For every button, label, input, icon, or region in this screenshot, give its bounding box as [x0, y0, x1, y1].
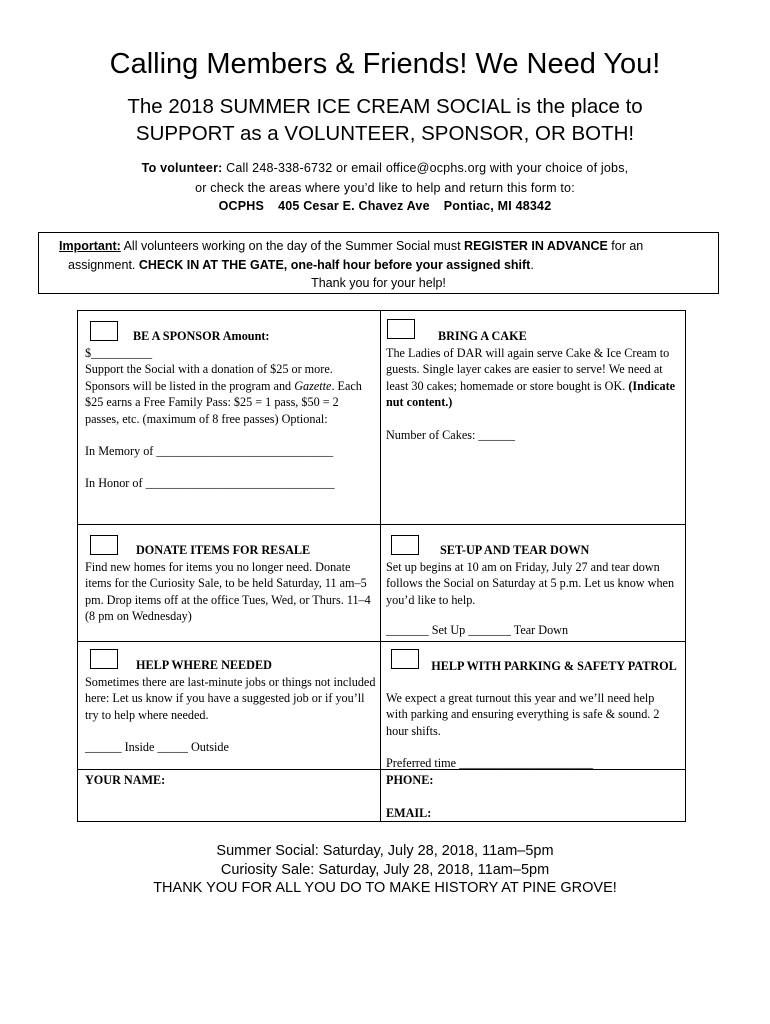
your-name-field[interactable]: YOUR NAME:	[85, 773, 166, 787]
important-line-1	[59, 239, 643, 253]
donate-cell	[85, 559, 375, 625]
help-checkbox[interactable]	[90, 649, 118, 669]
return-form-instructions: or check the areas where you’d like to help and return this form to:	[195, 181, 575, 195]
sponsor-checkbox[interactable]	[90, 321, 118, 341]
email-field[interactable]: EMAIL:	[386, 806, 432, 820]
parking-description: We expect a great turnout this year and we’ll need help with parking and ensuring everything is safe & sound. 2 hour shifts.	[386, 691, 660, 738]
cake-checkbox[interactable]	[387, 319, 415, 339]
parking-cell	[386, 690, 678, 772]
sponsor-cell	[85, 345, 373, 492]
setup-heading: SET-UP AND TEAR DOWN	[440, 543, 590, 557]
cake-description: The Ladies of DAR will again serve Cake & Ice Cream to guests. Single layer cakes are easier to serve! We need at least 30 cakes; homemade or store bought is OK. (Indicate nut content.)	[386, 346, 676, 410]
sponsor-description: Support the Social with a donation of $25 or more. Sponsors will be listed in the program and Gazette. Each $25 earns a Free Family Pass: $25 = 1 pass, $50 = 2 passes, etc. (maximum of 8 free passes) Optional:	[85, 362, 362, 426]
important-notice-box	[38, 232, 719, 294]
page-title: Calling Members & Friends! We Need You!	[109, 48, 661, 80]
donate-description: Find new homes for items you no longer need. Donate items for the Curiosity Sale, to be held Saturday, 11 am–5 pm. Drop items off at the office Tues, Wed, or Thurs. 11–4 (8 pm on Wednesday)	[85, 560, 371, 624]
cake-cell	[386, 345, 678, 443]
phone-field[interactable]: PHONE:	[386, 773, 434, 787]
help-heading: HELP WHERE NEEDED	[136, 658, 272, 672]
preferred-time-field[interactable]: Preferred time ______________________	[386, 756, 594, 771]
setup-teardown-options[interactable]: _______ Set Up _______ Tear Down	[386, 623, 569, 638]
sponsor-heading: BE A SPONSOR Amount:	[133, 329, 270, 343]
mailing-address	[0, 199, 770, 213]
important-text-2: for an	[607, 239, 644, 253]
sponsor-amount-field[interactable]: $__________	[85, 346, 153, 360]
volunteer-label: To volunteer:	[141, 161, 223, 175]
gazette-title: Gazette	[294, 378, 332, 393]
cake-count-field[interactable]: Number of Cakes: ______	[386, 427, 515, 442]
cake-heading: BRING A CAKE	[438, 329, 527, 343]
city-state-zip: Pontiac, MI 48342	[443, 199, 552, 213]
donate-checkbox[interactable]	[90, 535, 118, 555]
inside-outside-options[interactable]: ______ Inside _____ Outside	[85, 740, 229, 755]
important-text-3: assignment.	[68, 258, 139, 272]
donate-heading: DONATE ITEMS FOR RESALE	[136, 543, 311, 557]
volunteer-text: Call 248-338-6732 or email office@ocphs.org with your choice of jobs,	[222, 161, 629, 175]
row-divider-1	[78, 524, 685, 525]
important-label: Important:	[59, 239, 121, 253]
setup-description: Set up begins at 10 am on Friday, July 27 and tear down follows the Social on Saturday at 5 p.m. Let us know when you’d like to help.	[386, 560, 675, 607]
curiosity-sale-date: Curiosity Sale: Saturday, July 28, 2018, 11am–5pm	[220, 861, 550, 878]
thank-you-text: Thank you for your help!	[311, 276, 446, 290]
register-advance-text: REGISTER IN ADVANCE	[464, 239, 608, 253]
in-honor-field[interactable]: In Honor of _______________________________	[85, 476, 335, 491]
volunteer-form-table	[77, 310, 686, 822]
help-description: Sometimes there are last-minute jobs or things not included here: Let us know if you have a suggested job or if you’ll try to help where needed.	[85, 675, 376, 722]
summer-social-date: Summer Social: Saturday, July 28, 2018, 11am–5pm	[216, 843, 554, 859]
important-text-1: All volunteers working on the day of the Summer Social must	[120, 239, 465, 253]
subtitle-line-1: The 2018 SUMMER ICE CREAM SOCIAL is the place to	[127, 95, 643, 118]
parking-heading: HELP WITH PARKING & SAFETY PATROL	[431, 659, 677, 673]
subtitle-line-2: SUPPORT as a VOLUNTEER, SPONSOR, OR BOTH!	[135, 122, 635, 145]
footer	[0, 842, 770, 898]
nut-content-note: (Indicate nut content.)	[386, 378, 676, 410]
parking-checkbox[interactable]	[391, 649, 419, 669]
help-cell	[85, 674, 380, 756]
setup-checkbox[interactable]	[391, 535, 419, 555]
important-text-4: .	[530, 258, 534, 272]
row-divider-2	[78, 641, 685, 642]
column-divider	[380, 311, 381, 821]
thank-you-closing: THANK YOU FOR ALL YOU DO TO MAKE HISTORY AT PINE GROVE!	[153, 880, 617, 896]
important-line-2	[68, 258, 534, 272]
setup-cell	[386, 559, 678, 639]
volunteer-instructions	[0, 161, 770, 175]
org-name: OCPHS	[218, 199, 265, 213]
checkin-text: CHECK IN AT THE GATE, one-half hour before your assigned shift	[138, 258, 531, 272]
street-address: 405 Cesar E. Chavez Ave	[278, 199, 430, 213]
in-memory-field[interactable]: In Memory of _____________________________	[85, 444, 334, 459]
